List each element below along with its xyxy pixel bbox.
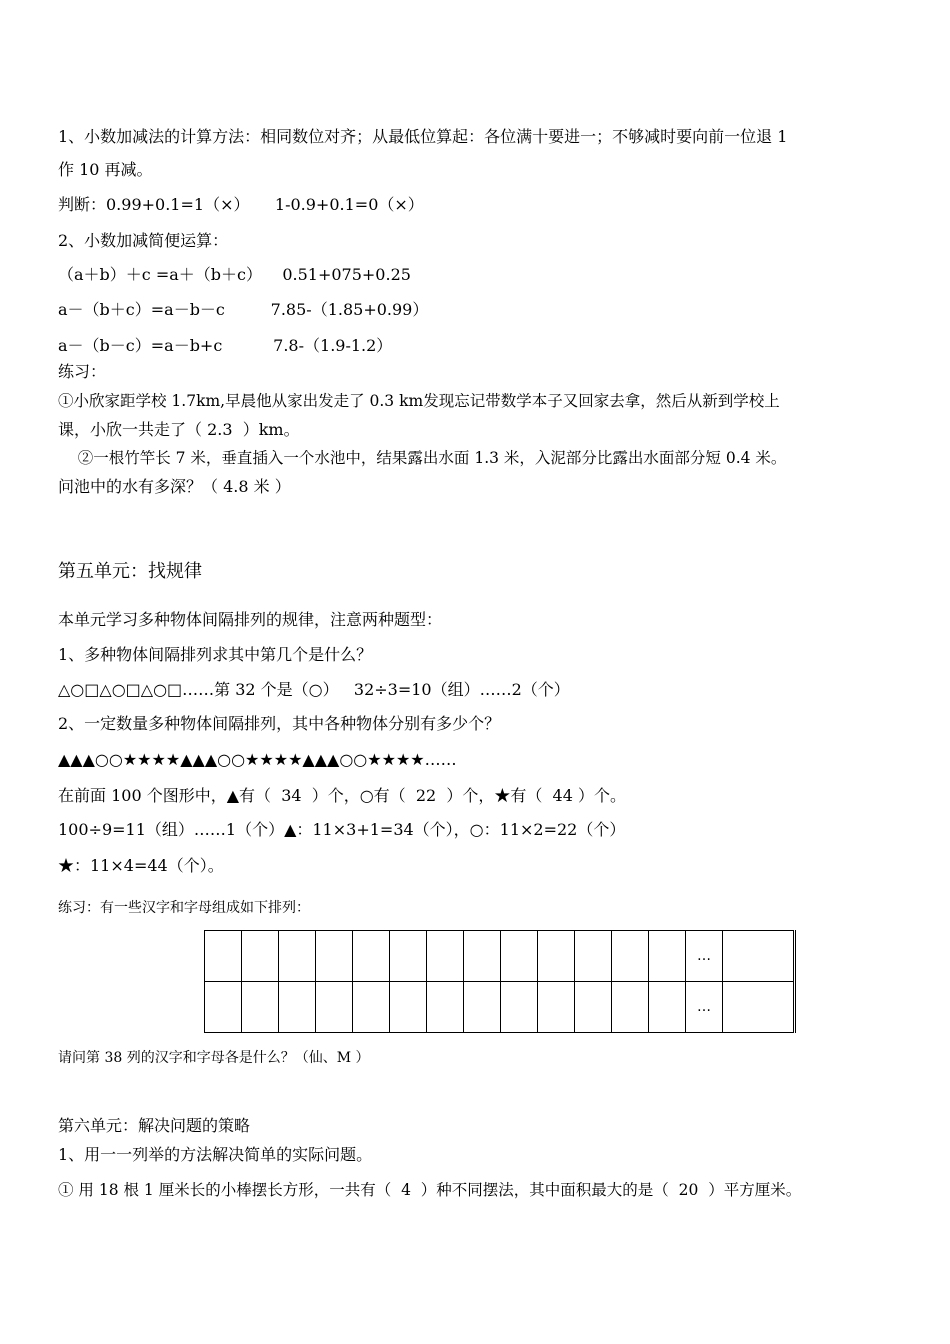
grid-cell [723, 931, 795, 982]
grid-cell [612, 982, 649, 1033]
law-line-3: a－（b－c）=a－b+c 7.8-（1.9-1.2） [58, 336, 393, 355]
grid-cell [538, 931, 575, 982]
unit5-q2-answer: 在前面 100 个图形中，▲有（ 34 ）个，○有（ 22 ）个，★有（ 44 ）个。 [58, 786, 627, 805]
grid-cell [464, 931, 501, 982]
grid-cell [538, 982, 575, 1033]
grid-row [205, 931, 795, 982]
grid-cell [242, 982, 279, 1033]
grid-cell [279, 982, 316, 1033]
practice-2-line-2: 问池中的水有多深？（ 4.8 米 ） [58, 477, 291, 496]
grid-cell [205, 982, 242, 1033]
unit5-q1-example: △○□△○□△○□……第 32 个是（○） 32÷3=10（组）……2（个） [58, 680, 570, 699]
practice-1-line-2: 课，小欣一共走了（ 2.3 ）km。 [58, 420, 300, 439]
unit5-intro: 本单元学习多种物体间隔排列的规律，注意两种题型： [58, 610, 443, 629]
unit5-q2: 2、一定数量多种物体间隔排列，其中各种物体分别有多少个？ [58, 714, 501, 733]
grid-row [205, 982, 795, 1033]
grid-cell [575, 982, 612, 1033]
practice-1-line-1: ①小欣家距学校 1.7km,早晨他从家出发走了 0.3 km发现忘记带数学本子又回家去拿，然后从新到学校上 [58, 392, 780, 410]
unit6-q1: 1、用一一列举的方法解决简单的实际问题。 [58, 1145, 373, 1164]
unit5-q1: 1、多种物体间隔排列求其中第几个是什么？ [58, 645, 373, 664]
grid-cell [353, 931, 390, 982]
rule-line-2: 作 10 再减。 [58, 160, 153, 179]
grid-cell [316, 982, 353, 1033]
grid-cell [612, 931, 649, 982]
grid-cell [501, 931, 538, 982]
grid-cell [427, 931, 464, 982]
grid-cell [390, 931, 427, 982]
pattern-grid [204, 930, 796, 1033]
grid-cell [205, 931, 242, 982]
simplify-title: 2、小数加减简便运算： [58, 231, 229, 250]
unit5-question: 请问第 38 列的汉字和字母各是什么？（仙、M ） [58, 1050, 370, 1066]
unit6-q1-example: ① 用 18 根 1 厘米长的小棒摆长方形，一共有（ 4 ）种不同摆法，其中面积最大的是（ 20 ）平方厘米。 [58, 1181, 802, 1199]
grid-cell [501, 982, 538, 1033]
grid-cell [649, 931, 686, 982]
unit5-q2-calc-2: ★：11×4=44（个）。 [58, 856, 224, 875]
grid-cell [575, 931, 612, 982]
grid-cell [242, 931, 279, 982]
unit5-practice: 练习：有一些汉字和字母组成如下排列： [58, 900, 310, 916]
grid-cell [427, 982, 464, 1033]
grid-cell [464, 982, 501, 1033]
unit6-title: 第六单元：解决问题的策略 [58, 1116, 251, 1135]
grid-cell [390, 982, 427, 1033]
grid-cell [353, 982, 390, 1033]
grid-ellipsis: … [686, 982, 723, 1033]
grid-cell [316, 931, 353, 982]
grid-cell [279, 931, 316, 982]
grid-cell [723, 982, 795, 1033]
law-line-2: a－（b＋c）=a－b－c 7.85-（1.85+0.99） [58, 300, 429, 319]
unit5-q2-calc-1: 100÷9=11（组）……1（个）▲：11×3+1=34（个），○：11×2=22（个） [58, 820, 626, 839]
rule-line-1: 1、小数加减法的计算方法：相同数位对齐；从最低位算起：各位满十要进一；不够减时要向前一位退 1 [58, 127, 788, 146]
judge-line: 判断：0.99+0.1=1（×） 1-0.9+0.1=0（×） [58, 195, 424, 214]
grid-cell [649, 982, 686, 1033]
grid-ellipsis: … [686, 931, 723, 982]
unit5-title: 第五单元：找规律 [58, 561, 202, 582]
law-line-1: （a＋b）＋c =a＋（b＋c） 0.51+075+0.25 [58, 265, 411, 284]
practice-label: 练习： [58, 362, 107, 381]
practice-2-line-1: ②一根竹竿长 7 米，垂直插入一个水池中，结果露出水面 1.3 米，入泥部分比露出水面部分短 0.4 米。 [58, 449, 787, 467]
unit5-q2-sequence: ▲▲▲○○★★★★▲▲▲○○★★★★▲▲▲○○★★★★…… [58, 750, 457, 769]
